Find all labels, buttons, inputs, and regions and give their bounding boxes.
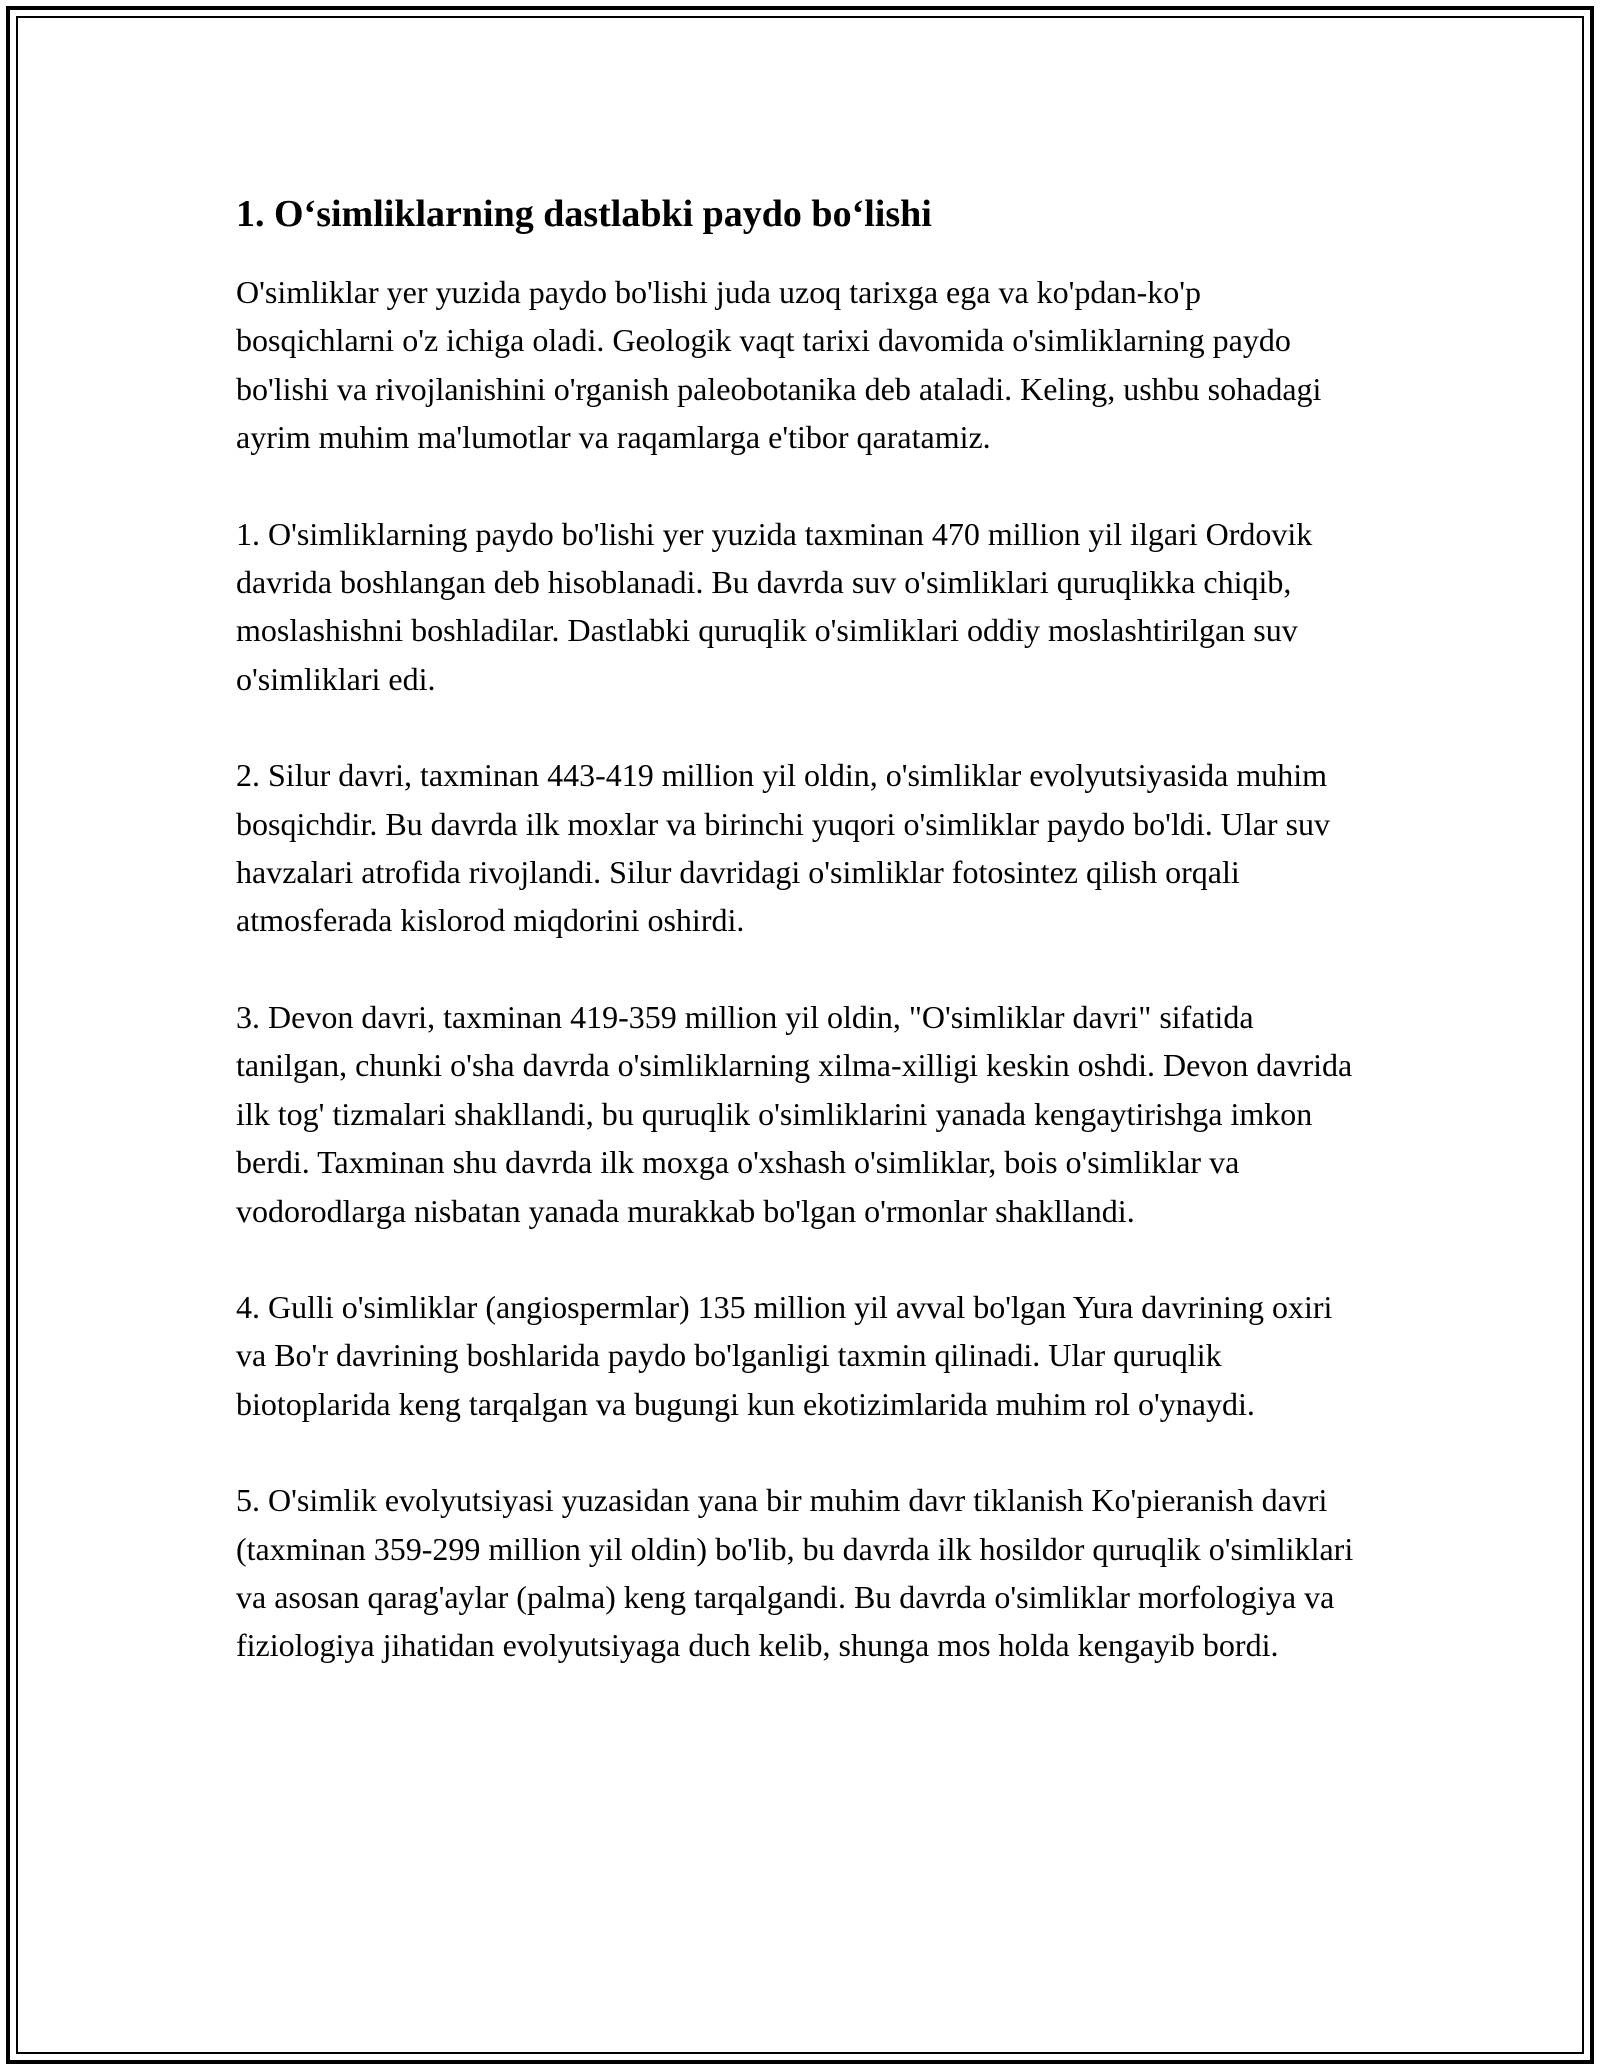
paragraph-angiosperms: 4. Gulli o'simliklar (angiospermlar) 135 million yil avval bo'lgan Yura davrining oxiri va Bo'r davrining boshlarida paydo bo'lganligi taxmin qilinadi. Ular quruqlik biotoplarida keng tarqalgan va bugungi kun ekotizimlarida muhim rol o'ynaydi.	[236, 1288, 1333, 1422]
paragraph-ordovician: 1. O'simliklarning paydo bo'lishi yer yuzida taxminan 470 million yil ilgari Ordovik davrida boshlangan deb hisoblanadi. Bu davrda suv o'simliklari quruqlikka chiqib, moslashishni boshladilar. Dastlabki quruqlik o'simliklari oddiy moslashtirilgan suv o'simliklari edi.	[236, 515, 1313, 697]
paragraph-silurian: 2. Silur davri, taxminan 443-419 million yil oldin, o'simliklar evolyutsiyasida muhim bosqichdir. Bu davrda ilk moxlar va birinchi yuqori o'simliklar paydo bo'ldi. Ular suv havzalari atrofida rivojlandi. Silur davridagi o'simliklar fotosintez qilish orqali atmosferada kislorod miqdorini oshirdi.	[236, 757, 1331, 939]
paragraph-carboniferous: 5. O'simlik evolyutsiyasi yuzasidan yana bir muhim davr tiklanish Ko'pieranish davri (taxminan 359-299 million yil oldin) bo'lib, bu davrda ilk hosildor quruqlik o'simliklari va asosan qarag'aylar (palma) keng tarqalgandi. Bu davrda o'simliklar morfologiya va fiziologiya jihatidan evolyutsiyaga duch kelib, shunga mos holda kengayib bordi.	[236, 1482, 1354, 1664]
document-title: 1. O‘simliklarning dastlabki paydo bo‘lishi	[236, 193, 932, 235]
document-body	[236, 186, 1366, 1718]
intro-paragraph: O'simliklar yer yuzida paydo bo'lishi juda uzoq tarixga ega va ko'pdan-ko'p bosqichlarni o'z ichiga oladi. Geologik vaqt tarixi davomida o'simliklarning paydo bo'lishi va rivojlanishini o'rganish paleobotanika deb ataladi. Keling, ushbu sohadagi ayrim muhim ma'lumotlar va raqamlarga e'tibor qaratamiz.	[236, 274, 1322, 456]
paragraph-devonian: 3. Devon davri, taxminan 419-359 million yil oldin, "O'simliklar davri" sifatida tanilgan, chunki o'sha davrda o'simliklarning xilma-xilligi keskin oshdi. Devon davrida ilk tog' tizmalari shakllandi, bu quruqlik o'simliklarini yanada kengaytirishga imkon berdi. Taxminan shu davrda ilk moxga o'xshash o'simliklar, bois o'simliklar va vodorodlarga nisbatan yanada murakkab bo'lgan o'rmonlar shakllandi.	[236, 998, 1353, 1229]
